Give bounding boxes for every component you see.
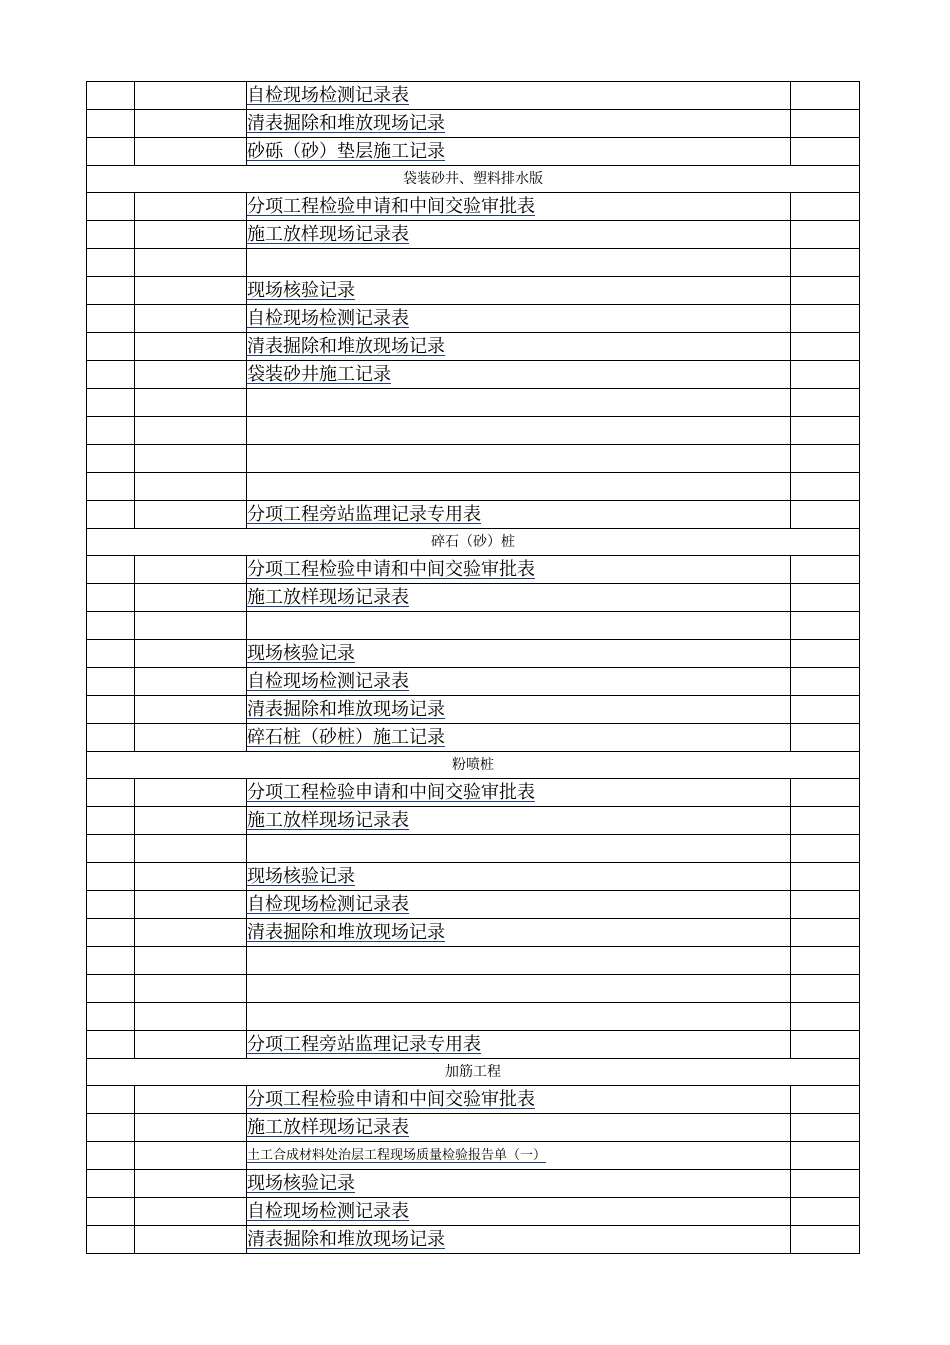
code-cell <box>135 501 247 529</box>
code-cell <box>135 891 247 919</box>
form-name-cell <box>247 1114 791 1142</box>
table-row <box>87 82 860 110</box>
form-name-cell <box>247 891 791 919</box>
table-row <box>87 1170 860 1198</box>
code-cell <box>135 919 247 947</box>
table-row <box>87 919 860 947</box>
form-name-cell <box>247 1170 791 1198</box>
form-name-cell <box>247 584 791 612</box>
remark-cell <box>791 389 860 417</box>
remark-cell <box>791 947 860 975</box>
form-link[interactable]: 现场核验记录 <box>247 642 355 664</box>
table-row <box>87 1226 860 1254</box>
table-row <box>87 584 860 612</box>
table-row <box>87 333 860 361</box>
table-body <box>87 82 860 1254</box>
form-name-cell <box>247 863 791 891</box>
remark-cell <box>791 1114 860 1142</box>
code-cell <box>135 668 247 696</box>
form-name-cell <box>247 277 791 305</box>
form-name-cell <box>247 779 791 807</box>
code-cell <box>135 389 247 417</box>
code-cell <box>135 779 247 807</box>
code-cell <box>135 556 247 584</box>
form-link[interactable]: 土工合成材料处治层工程现场质量检验报告单（一） <box>247 1147 547 1163</box>
remark-cell <box>791 333 860 361</box>
remark-cell <box>791 724 860 752</box>
code-cell <box>135 138 247 166</box>
remark-cell <box>791 305 860 333</box>
code-cell <box>135 333 247 361</box>
table-row <box>87 556 860 584</box>
table-row <box>87 417 860 445</box>
section-header-row <box>87 752 860 779</box>
form-link[interactable]: 现场核验记录 <box>247 1172 355 1194</box>
code-cell <box>135 82 247 110</box>
number-cell <box>87 584 135 612</box>
code-cell <box>135 947 247 975</box>
number-cell <box>87 975 135 1003</box>
number-cell <box>87 138 135 166</box>
table-row <box>87 1198 860 1226</box>
table-row <box>87 361 860 389</box>
form-name-cell <box>247 975 791 1003</box>
remark-cell <box>791 1003 860 1031</box>
number-cell <box>87 110 135 138</box>
code-cell <box>135 221 247 249</box>
table-row <box>87 835 860 863</box>
number-cell <box>87 640 135 668</box>
table-row <box>87 975 860 1003</box>
table-row <box>87 1031 860 1059</box>
number-cell <box>87 417 135 445</box>
section-header-row <box>87 1059 860 1086</box>
form-name-cell <box>247 835 791 863</box>
section-header-row <box>87 529 860 556</box>
number-cell <box>87 473 135 501</box>
remark-cell <box>791 445 860 473</box>
number-cell <box>87 305 135 333</box>
code-cell <box>135 696 247 724</box>
remark-cell <box>791 612 860 640</box>
form-link[interactable]: 袋装砂井施工记录 <box>247 363 391 385</box>
section-header-row <box>87 166 860 193</box>
remark-cell <box>791 361 860 389</box>
form-link[interactable]: 分项工程检验申请和中间交验审批表 <box>247 781 535 803</box>
form-name-cell <box>247 1226 791 1254</box>
number-cell <box>87 807 135 835</box>
code-cell <box>135 305 247 333</box>
code-cell <box>135 277 247 305</box>
remark-cell <box>791 1226 860 1254</box>
form-name-cell <box>247 696 791 724</box>
section-title: 袋装砂井、塑料排水版 <box>87 166 860 193</box>
form-name-cell <box>247 919 791 947</box>
number-cell <box>87 221 135 249</box>
remark-cell <box>791 1031 860 1059</box>
form-link[interactable]: 清表掘除和堆放现场记录 <box>247 698 445 720</box>
code-cell <box>135 110 247 138</box>
number-cell <box>87 1226 135 1254</box>
form-link[interactable]: 碎石桩（砂桩）施工记录 <box>247 726 445 748</box>
form-name-cell <box>247 640 791 668</box>
number-cell <box>87 361 135 389</box>
form-name-cell <box>247 1198 791 1226</box>
number-cell <box>87 1198 135 1226</box>
code-cell <box>135 193 247 221</box>
remark-cell <box>791 249 860 277</box>
form-link[interactable]: 清表掘除和堆放现场记录 <box>247 335 445 357</box>
form-link[interactable]: 自检现场检测记录表 <box>247 1200 409 1222</box>
remark-cell <box>791 807 860 835</box>
remark-cell <box>791 668 860 696</box>
form-name-cell <box>247 305 791 333</box>
form-link[interactable]: 自检现场检测记录表 <box>247 893 409 915</box>
table-row <box>87 640 860 668</box>
code-cell <box>135 835 247 863</box>
remark-cell <box>791 193 860 221</box>
table-row <box>87 863 860 891</box>
section-title: 加筋工程 <box>87 1059 860 1086</box>
code-cell <box>135 1170 247 1198</box>
number-cell <box>87 249 135 277</box>
remark-cell <box>791 779 860 807</box>
table-row <box>87 1114 860 1142</box>
number-cell <box>87 724 135 752</box>
remark-cell <box>791 501 860 529</box>
remark-cell <box>791 110 860 138</box>
form-link[interactable]: 自检现场检测记录表 <box>247 84 409 106</box>
table-row <box>87 138 860 166</box>
form-index-table <box>86 81 860 1254</box>
number-cell <box>87 556 135 584</box>
remark-cell <box>791 417 860 445</box>
number-cell <box>87 445 135 473</box>
number-cell <box>87 82 135 110</box>
code-cell <box>135 361 247 389</box>
remark-cell <box>791 1170 860 1198</box>
remark-cell <box>791 863 860 891</box>
remark-cell <box>791 82 860 110</box>
number-cell <box>87 947 135 975</box>
form-name-cell <box>247 361 791 389</box>
code-cell <box>135 1003 247 1031</box>
code-cell <box>135 1031 247 1059</box>
form-name-cell <box>247 668 791 696</box>
code-cell <box>135 724 247 752</box>
remark-cell <box>791 556 860 584</box>
form-link[interactable]: 分项工程旁站监理记录专用表 <box>247 503 481 525</box>
number-cell <box>87 277 135 305</box>
remark-cell <box>791 584 860 612</box>
table-row <box>87 277 860 305</box>
number-cell <box>87 612 135 640</box>
form-name-cell <box>247 82 791 110</box>
code-cell <box>135 473 247 501</box>
form-link[interactable]: 施工放样现场记录表 <box>247 1116 409 1138</box>
number-cell <box>87 1003 135 1031</box>
table-row <box>87 1003 860 1031</box>
code-cell <box>135 1198 247 1226</box>
table-row <box>87 668 860 696</box>
number-cell <box>87 501 135 529</box>
table-row <box>87 1142 860 1170</box>
table-row <box>87 221 860 249</box>
number-cell <box>87 1031 135 1059</box>
form-name-cell <box>247 445 791 473</box>
table-row <box>87 305 860 333</box>
form-name-cell <box>247 947 791 975</box>
remark-cell <box>791 891 860 919</box>
number-cell <box>87 863 135 891</box>
table-row <box>87 724 860 752</box>
form-name-cell <box>247 556 791 584</box>
number-cell <box>87 1170 135 1198</box>
number-cell <box>87 193 135 221</box>
remark-cell <box>791 473 860 501</box>
code-cell <box>135 807 247 835</box>
code-cell <box>135 417 247 445</box>
form-link[interactable]: 分项工程检验申请和中间交验审批表 <box>247 195 535 217</box>
section-title: 碎石（砂）桩 <box>87 529 860 556</box>
form-name-cell <box>247 417 791 445</box>
code-cell <box>135 612 247 640</box>
form-link[interactable]: 分项工程检验申请和中间交验审批表 <box>247 1088 535 1110</box>
form-name-cell <box>247 389 791 417</box>
table-row <box>87 193 860 221</box>
form-name-cell <box>247 110 791 138</box>
form-name-cell <box>247 221 791 249</box>
code-cell <box>135 249 247 277</box>
remark-cell <box>791 221 860 249</box>
form-name-cell <box>247 333 791 361</box>
table-row <box>87 249 860 277</box>
remark-cell <box>791 919 860 947</box>
remark-cell <box>791 696 860 724</box>
code-cell <box>135 863 247 891</box>
number-cell <box>87 779 135 807</box>
form-link[interactable]: 清表掘除和堆放现场记录 <box>247 1228 445 1250</box>
form-name-cell <box>247 612 791 640</box>
number-cell <box>87 668 135 696</box>
table-row <box>87 807 860 835</box>
form-link[interactable]: 现场核验记录 <box>247 279 355 301</box>
section-title: 粉喷桩 <box>87 752 860 779</box>
table-row <box>87 501 860 529</box>
table-row <box>87 891 860 919</box>
number-cell <box>87 919 135 947</box>
form-link[interactable]: 分项工程检验申请和中间交验审批表 <box>247 558 535 580</box>
form-link[interactable]: 分项工程旁站监理记录专用表 <box>247 1033 481 1055</box>
number-cell <box>87 1114 135 1142</box>
table-row <box>87 947 860 975</box>
form-name-cell <box>247 724 791 752</box>
number-cell <box>87 1086 135 1114</box>
table-row <box>87 612 860 640</box>
table-row <box>87 696 860 724</box>
form-name-cell <box>247 807 791 835</box>
form-link[interactable]: 施工放样现场记录表 <box>247 223 409 245</box>
number-cell <box>87 835 135 863</box>
remark-cell <box>791 975 860 1003</box>
table-row <box>87 389 860 417</box>
form-name-cell <box>247 473 791 501</box>
code-cell <box>135 975 247 1003</box>
code-cell <box>135 445 247 473</box>
form-link[interactable]: 施工放样现场记录表 <box>247 809 409 831</box>
form-link[interactable]: 清表掘除和堆放现场记录 <box>247 921 445 943</box>
table-row <box>87 473 860 501</box>
form-name-cell <box>247 138 791 166</box>
code-cell <box>135 1086 247 1114</box>
remark-cell <box>791 1198 860 1226</box>
form-name-cell <box>247 501 791 529</box>
code-cell <box>135 640 247 668</box>
code-cell <box>135 1114 247 1142</box>
form-link[interactable]: 自检现场检测记录表 <box>247 670 409 692</box>
code-cell <box>135 584 247 612</box>
code-cell <box>135 1142 247 1170</box>
table-row <box>87 1086 860 1114</box>
number-cell <box>87 696 135 724</box>
remark-cell <box>791 1142 860 1170</box>
table-row <box>87 445 860 473</box>
remark-cell <box>791 835 860 863</box>
form-link[interactable]: 砂砾（砂）垫层施工记录 <box>247 140 445 162</box>
number-cell <box>87 891 135 919</box>
form-name-cell <box>247 1031 791 1059</box>
form-name-cell <box>247 1003 791 1031</box>
remark-cell <box>791 138 860 166</box>
form-link[interactable]: 清表掘除和堆放现场记录 <box>247 112 445 134</box>
number-cell <box>87 1142 135 1170</box>
form-name-cell <box>247 193 791 221</box>
remark-cell <box>791 277 860 305</box>
form-link[interactable]: 自检现场检测记录表 <box>247 307 409 329</box>
table-row <box>87 779 860 807</box>
form-name-cell <box>247 1086 791 1114</box>
table-row <box>87 110 860 138</box>
code-cell <box>135 1226 247 1254</box>
form-link[interactable]: 现场核验记录 <box>247 865 355 887</box>
form-name-cell <box>247 249 791 277</box>
number-cell <box>87 333 135 361</box>
form-link[interactable]: 施工放样现场记录表 <box>247 586 409 608</box>
remark-cell <box>791 1086 860 1114</box>
number-cell <box>87 389 135 417</box>
remark-cell <box>791 640 860 668</box>
form-name-cell <box>247 1142 791 1170</box>
